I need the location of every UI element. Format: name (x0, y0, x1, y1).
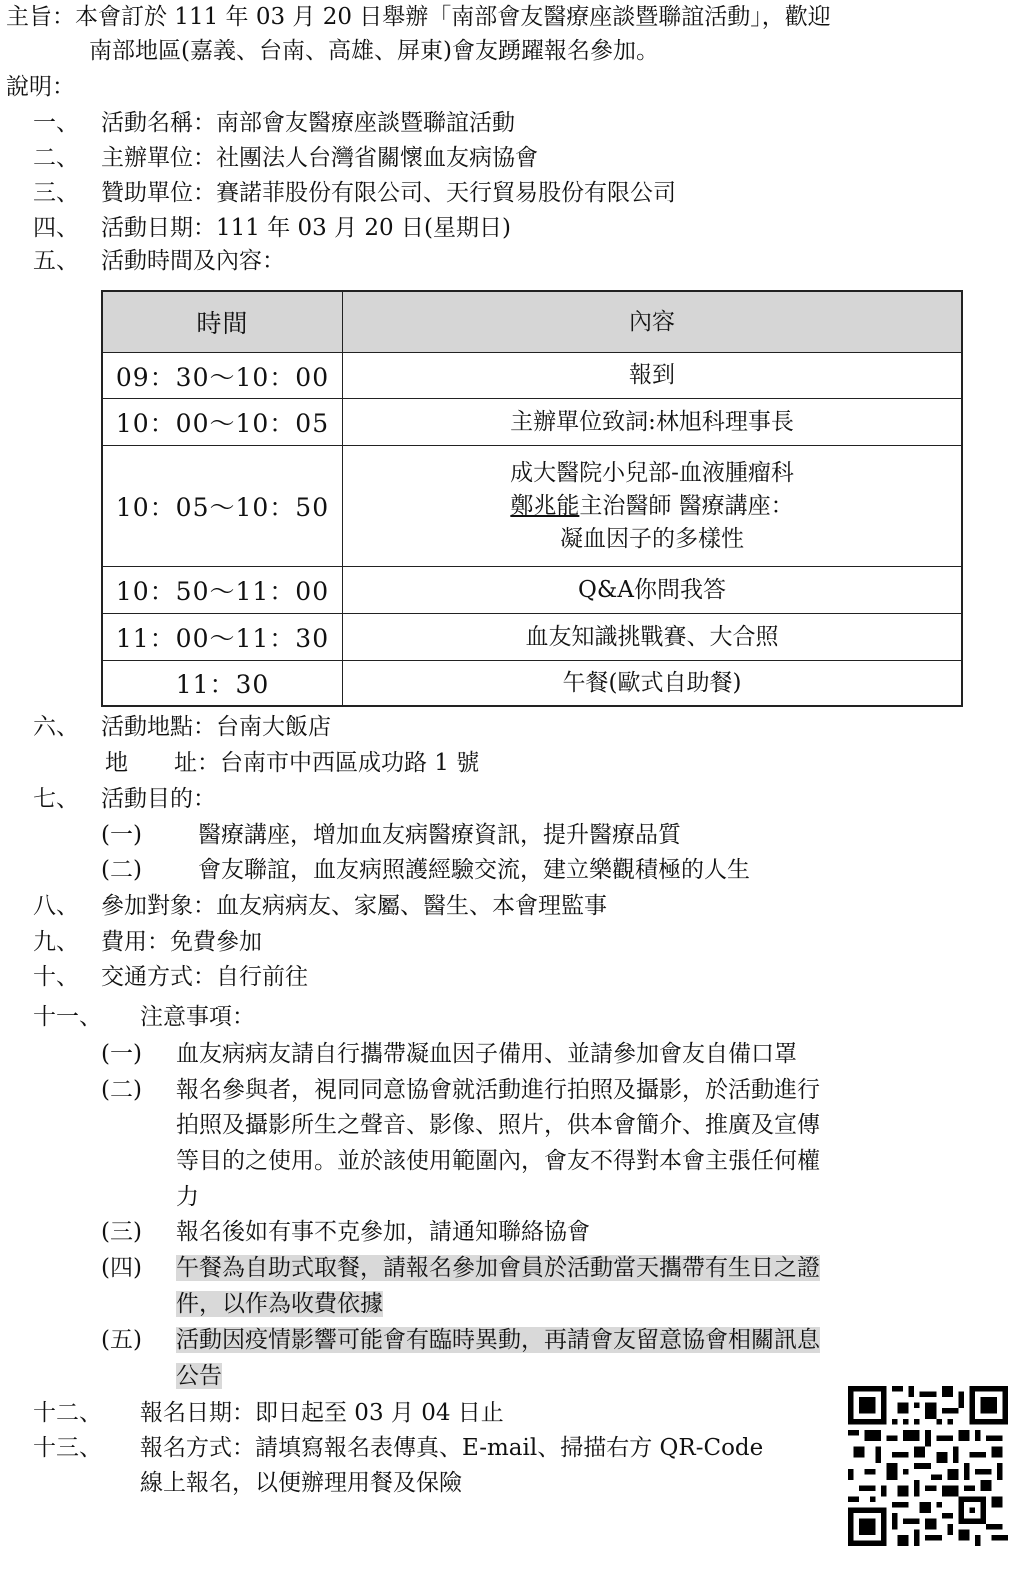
subject-label: 主旨： (6, 4, 75, 30)
table-row (103, 567, 961, 614)
note-1-number: (一) (101, 1041, 142, 1067)
item-6-text: 活動地點：台南大飯店 (101, 714, 331, 740)
doctor-title: 主治醫師 醫療講座： (579, 492, 794, 519)
row-content-line: 成大醫院小兒部-血液腫瘤科 (510, 459, 794, 486)
item-3-number: 三、 (33, 180, 79, 206)
registration-qr-code[interactable] (848, 1386, 1008, 1546)
note-5-line-2 (176, 1359, 222, 1393)
item-10-text: 交通方式：自行前往 (101, 964, 308, 990)
row-time: 11：00～11：30 (103, 614, 343, 660)
table-header-row (103, 292, 961, 353)
item-7-text: 活動目的： (101, 786, 216, 812)
item-11-number: 十一、 (33, 1004, 102, 1030)
note-4-number: (四) (101, 1255, 142, 1281)
item-5-number: 五、 (33, 248, 79, 274)
note-2-line-1: 報名參與者，視同同意協會就活動進行拍照及攝影，於活動進行 (176, 1077, 820, 1103)
row-time: 10：00～10：05 (103, 399, 343, 445)
note-5-number: (五) (101, 1327, 142, 1353)
item-5-text: 活動時間及內容： (101, 248, 285, 274)
note-5-highlight: 公告 (176, 1363, 222, 1389)
note-4-line-1 (176, 1251, 820, 1285)
item-13-text: 報名方式：請填寫報名表傳真、E-mail、掃描右方 QR-Code (140, 1435, 764, 1461)
row-content (343, 446, 961, 566)
item-13-number: 十三、 (33, 1435, 102, 1461)
item-7-sub-2-number: (二) (101, 857, 142, 883)
schedule-table (101, 290, 963, 707)
row-time: 10：50～11：00 (103, 567, 343, 613)
row-content: 午餐(歐式自助餐) (562, 669, 742, 696)
note-5-line-1 (176, 1323, 820, 1357)
row-content: 主辦單位致詞:林旭科理事長 (510, 408, 794, 435)
note-2-line-3: 等目的之使用。並於該使用範圍內，會友不得對本會主張任何權 (176, 1148, 820, 1174)
row-time: 09：30～10：00 (103, 353, 343, 398)
note-2-line-4: 力 (176, 1184, 199, 1210)
item-6-number: 六、 (33, 714, 79, 740)
table-row (103, 661, 961, 705)
item-8-number: 八、 (33, 893, 79, 919)
subject-text-1: 本會訂於 111 年 03 月 20 日舉辦「南部會友醫療座談暨聯誼活動」，歡迎 (75, 4, 831, 30)
item-7-number: 七、 (33, 786, 79, 812)
subject-line-1 (6, 0, 831, 34)
header-content: 內容 (629, 308, 675, 335)
item-7-sub-1-number: (一) (101, 822, 142, 848)
row-content: Q&A你問我答 (578, 576, 726, 603)
row-content: 報到 (629, 362, 675, 388)
item-2-text: 主辦單位：社團法人台灣省關懷血友病協會 (101, 145, 538, 171)
table-row (103, 399, 961, 446)
item-13-text-2: 線上報名，以便辦理用餐及保險 (140, 1470, 462, 1496)
item-4-number: 四、 (33, 215, 79, 241)
note-3-text: 報名後如有事不克參加，請通知聯絡協會 (176, 1219, 590, 1245)
item-9-number: 九、 (33, 929, 79, 955)
explanation-label: 說明： (6, 74, 75, 100)
item-4-text: 活動日期：111 年 03 月 20 日(星期日) (101, 215, 511, 241)
item-2-number: 二、 (33, 145, 79, 171)
doctor-name: 鄭兆能 (510, 492, 580, 519)
item-7-sub-2-text: 會友聯誼，血友病照護經驗交流，建立樂觀積極的人生 (198, 857, 750, 883)
row-content-line (510, 490, 793, 523)
note-1-text: 血友病病友請自行攜帶凝血因子備用、並請參加會友自備口罩 (176, 1041, 797, 1067)
row-content: 血友知識挑戰賽、大合照 (525, 623, 779, 650)
item-9-text: 費用：免費參加 (101, 929, 262, 955)
row-content-line: 凝血因子的多樣性 (560, 525, 744, 552)
item-1-number: 一、 (33, 110, 79, 136)
note-4-highlight: 午餐為自助式取餐，請報名參加會員於活動當天攜帶有生日之證 (176, 1255, 820, 1281)
item-8-text: 參加對象：血友病病友、家屬、醫生、本會理監事 (101, 893, 607, 919)
item-3-text: 贊助單位：賽諾菲股份有限公司、天行貿易股份有限公司 (101, 180, 676, 206)
note-3-number: (三) (101, 1219, 142, 1245)
item-6-address: 地 址：台南市中西區成功路 1 號 (105, 750, 480, 776)
item-11-text: 注意事項： (140, 1004, 255, 1030)
table-row (103, 614, 961, 661)
item-12-text: 報名日期：即日起至 03 月 04 日止 (140, 1400, 504, 1426)
note-4-line-2 (176, 1287, 383, 1321)
item-1-text: 活動名稱：南部會友醫療座談暨聯誼活動 (101, 110, 515, 136)
item-12-number: 十二、 (33, 1400, 102, 1426)
item-7-sub-1-text: 醫療講座，增加血友病醫療資訊，提升醫療品質 (198, 822, 681, 848)
item-10-number: 十、 (33, 964, 79, 990)
subject-line-2: 南部地區(嘉義、台南、高雄、屏東)會友踴躍報名參加。 (89, 38, 659, 64)
note-4-highlight: 件，以作為收費依據 (176, 1291, 383, 1317)
note-2-number: (二) (101, 1077, 142, 1103)
row-time: 10：05～10：50 (103, 446, 343, 566)
header-time: 時間 (103, 292, 343, 352)
table-row (103, 446, 961, 567)
note-5-highlight: 活動因疫情影響可能會有臨時異動，再請會友留意協會相關訊息 (176, 1327, 820, 1353)
row-time: 11：30 (103, 661, 343, 705)
table-row (103, 353, 961, 399)
note-2-line-2: 拍照及攝影所生之聲音、影像、照片，供本會簡介、推廣及宣傳 (176, 1112, 820, 1138)
